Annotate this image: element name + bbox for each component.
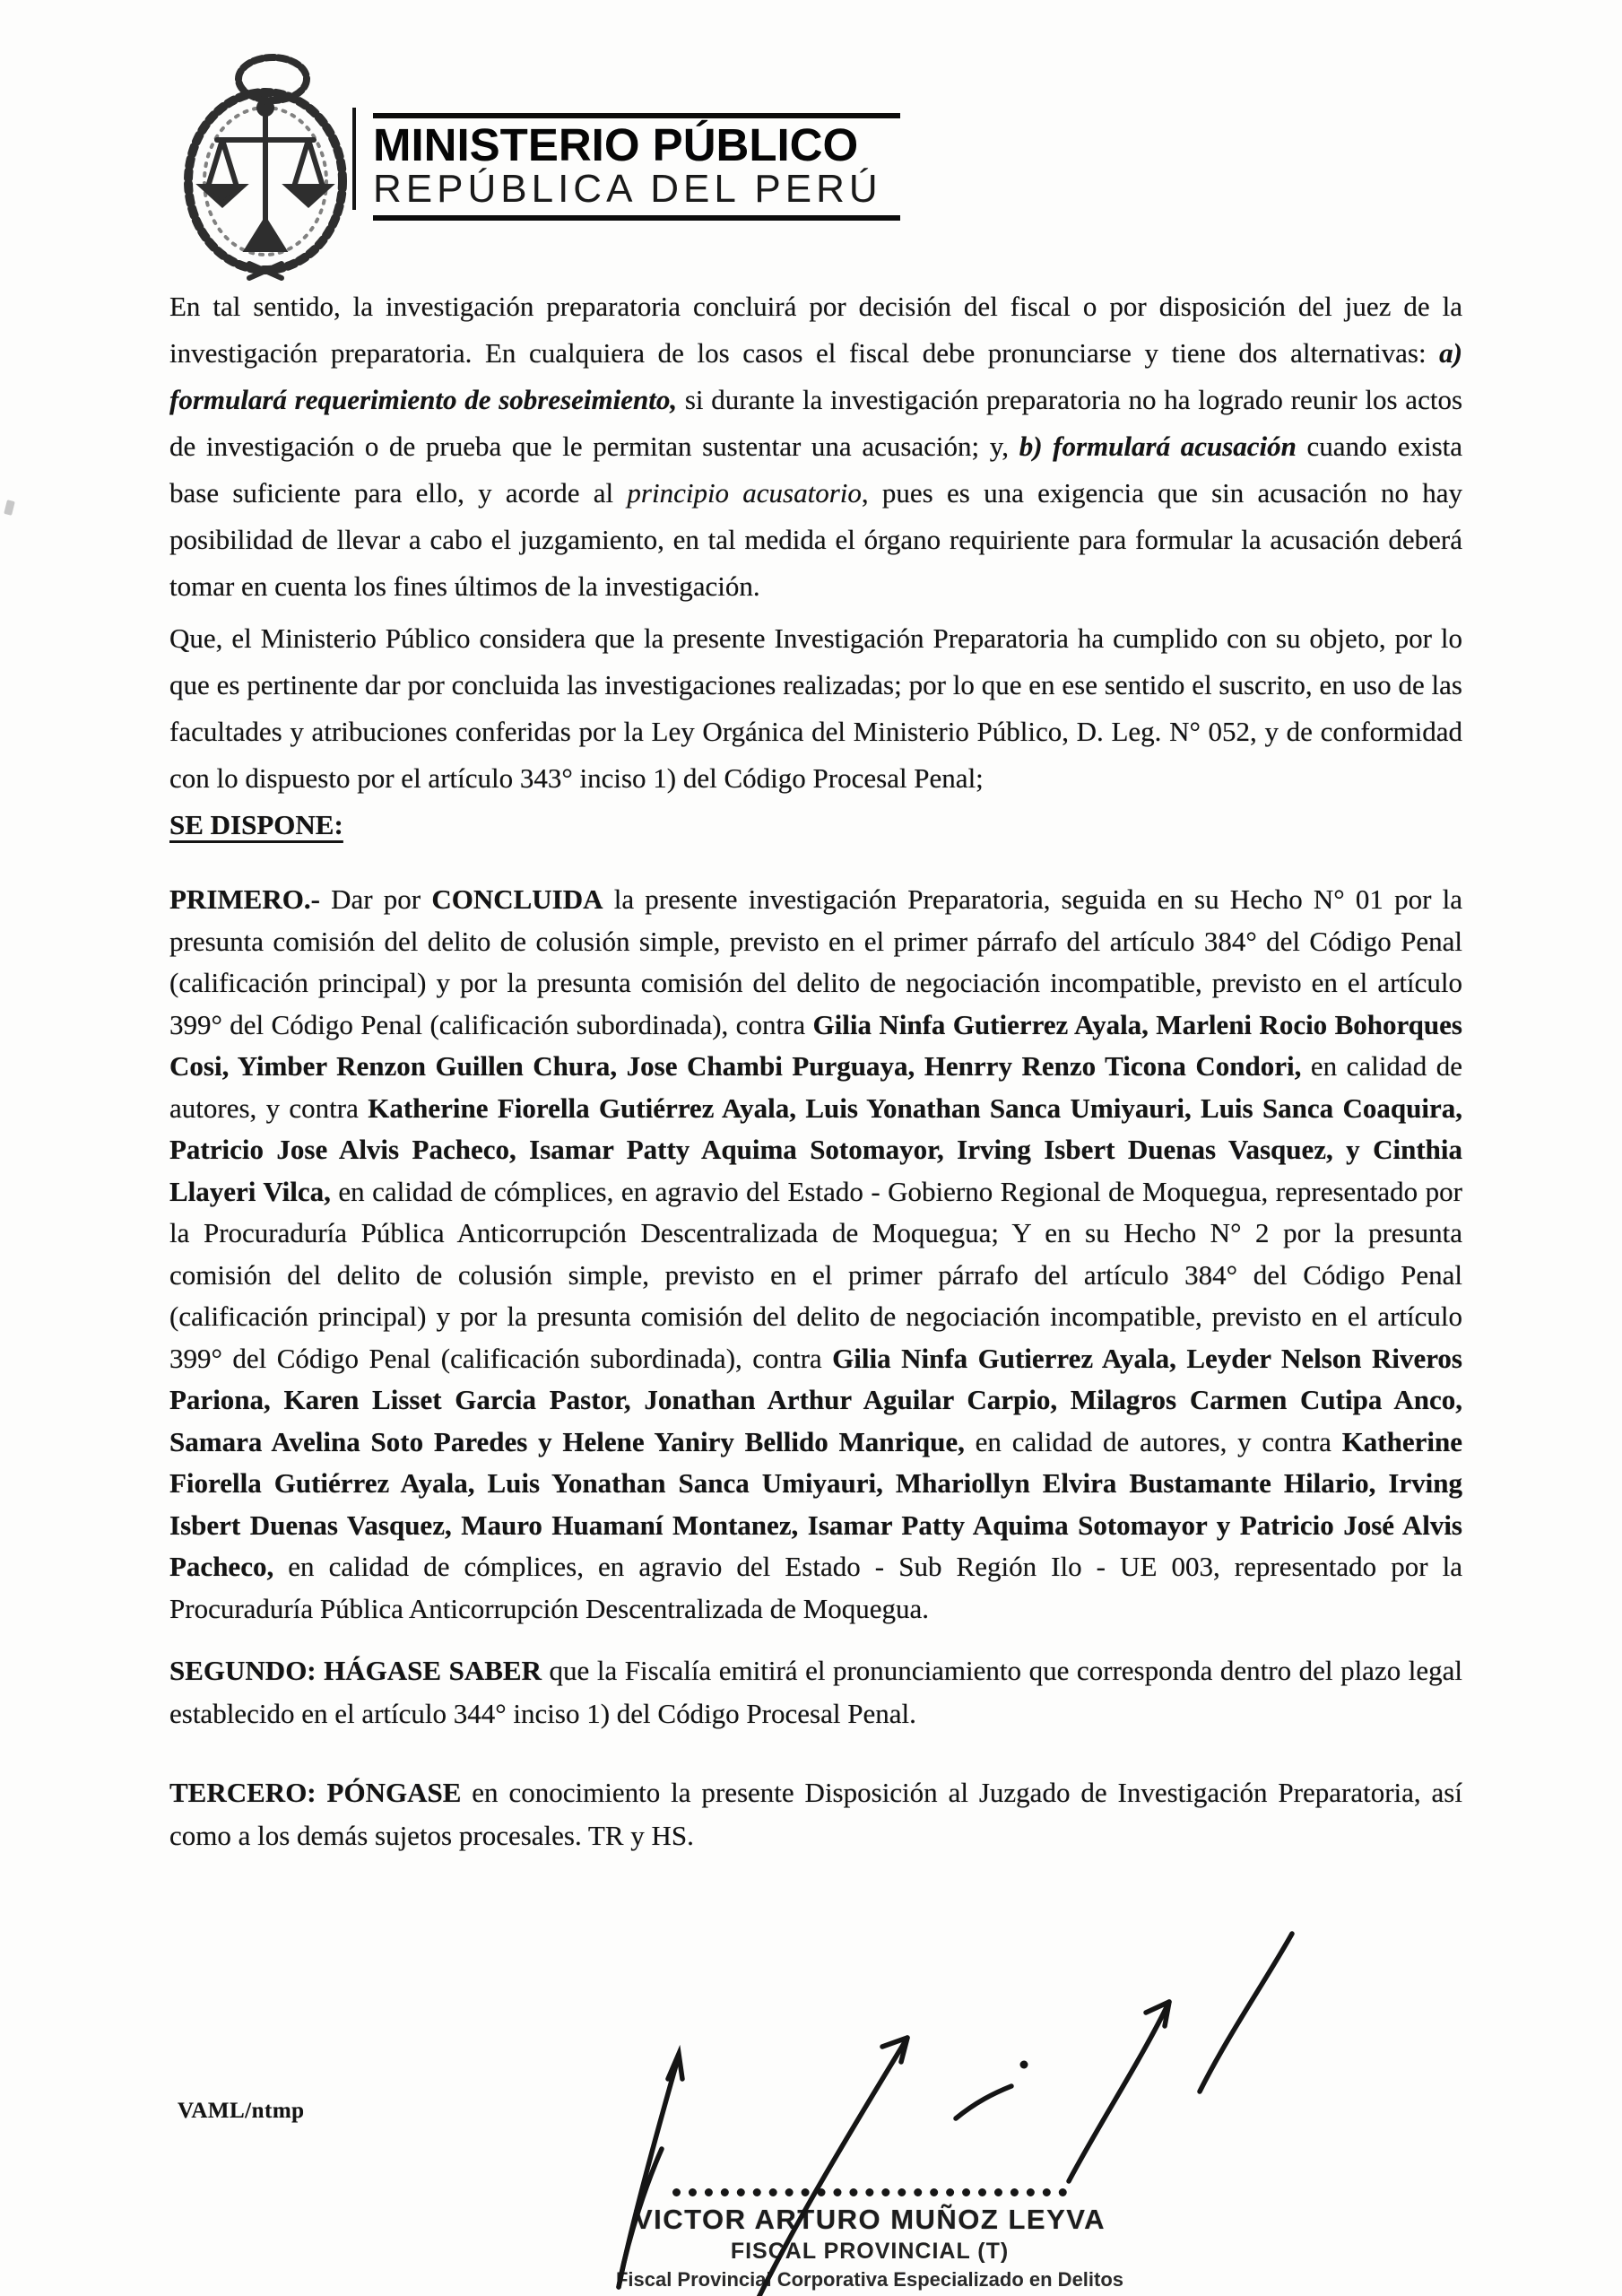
text-segment: Dar por: [331, 883, 432, 915]
paragraph-segundo: [169, 1649, 1462, 1735]
text-segment: Katherine Fiorella Gutiérrez Ayala, Luis Yonathan Sanca Umiyauri, Mhariollyn Elvira Bustamante Hilario, Irving Isbert Duenas Vasquez, Mauro Huamaní Montanez, Isamar Patty Aquima Sotomayor y Patricio José Alvis Pacheco,: [169, 1425, 1462, 1582]
text-segment: Katherine Fiorella Gutiérrez Ayala, Luis Yonathan Sanca Umiyauri, Luis Sanca Coaquira, Patricio Jose Alvis Pacheco, Isamar Patty Aquima Sotomayor, Irving Isbert Duenas Vasquez, y Cinthia Llayeri Vilca,: [169, 1091, 1462, 1207]
text-segment: en calidad de autores, y contra: [964, 1425, 1342, 1457]
scan-artifact-speck: [4, 500, 15, 516]
document-body: [169, 283, 1462, 1857]
text-segment: PRIMERO.-: [169, 883, 332, 915]
signature-block: [556, 2188, 1184, 2292]
text-segment: CONCLUIDA: [431, 883, 603, 915]
text-segment: , pues es una exigencia que sin acusación no hay posibilidad de llevar a cabo el juzgamiento, en tal medida el órgano requiriente para formular la acusación deberá tomar en cuenta los fines últimos de la investigación.: [169, 477, 1462, 602]
text-segment: b) formulará acusación: [1019, 430, 1297, 462]
text-segment: en calidad de cómplices, en agravio del Estado - Gobierno Regional de Moquegua, representado por la Procuraduría Pública Anticorrupción Descentralizada de Moquegua; Y en su Hecho N° 2 por la presunta comisión del delito de colusión simple, previsto en el primer párrafo del artículo 384° del Código Penal (calificación principal) y por la presunta comisión del delito de negociación incompatible, previsto en el artículo 399° del Código Penal (calificación subordinada), contra: [169, 1175, 1462, 1374]
signer-name: VICTOR ARTURO MUÑOZ LEYVA: [633, 2204, 1106, 2235]
text-segment: cuando exista base suficiente para ello, y acorde al: [169, 430, 1463, 509]
text-segment: Gilia Ninfa Gutierrez Ayala, Marleni Rocio Bohorques Cosi, Yimber Renzon Guillen Chura, Jose Chambi Purguaya, Henrry Renzo Ticona Condori,: [169, 1008, 1462, 1082]
heading-se-dispone-text: SE DISPONE:: [169, 809, 343, 840]
org-name: MINISTERIO PÚBLICO: [373, 119, 859, 170]
signature-dotted-line: [672, 2188, 1067, 2196]
text-segment: en calidad de autores, y contra: [169, 1050, 1462, 1124]
text-segment: la presente investigación Preparatoria, seguida en su Hecho N° 01 por la presunta comisión del delito de colusión simple, previsto en el primer párrafo del artículo 384° del Código Penal (calificación principal) y por la presunta comisión del delito de negociación incompatible, previsto en el artículo 399° del Código Penal (calificación subordinada), contra: [169, 883, 1462, 1040]
text-segment: SEGUNDO: HÁGASE SABER: [169, 1655, 550, 1686]
signer-role: FISCAL PROVINCIAL (T): [730, 2239, 1010, 2264]
paragraph-tercero: [169, 1771, 1462, 1857]
typist-initials: VAML/ntmp: [178, 2099, 305, 2123]
text-segment: Gilia Ninfa Gutierrez Ayala, Leyder Nelson Riveros Pariona, Karen Lisset Garcia Pastor, Jonathan Arthur Aguilar Carpio, Milagros Carmen Cutipa Anco, Samara Avelina Soto Paredes y Helene Yaniry Bellido Manrique,: [169, 1342, 1462, 1457]
paragraph-primero: [169, 879, 1462, 1630]
heading-se-dispone: [169, 802, 1462, 848]
text-segment: TERCERO: PÓNGASE: [169, 1777, 473, 1808]
text-segment: que la Fiscalía emitirá el pronunciamiento que corresponda dentro del plazo legal establecido en el artículo 344° inciso 1) del Código Procesal Penal.: [169, 1655, 1462, 1729]
text-segment: En tal sentido, la investigación preparatoria concluirá por decisión del fiscal o por disposición del juez de la investigación preparatoria. En cualquiera de los casos el fiscal debe pronunciarse y tiene dos alternativas:: [169, 291, 1462, 369]
paragraph-considerando: [169, 615, 1462, 802]
paragraph-intro: [169, 283, 1462, 610]
org-subtitle: REPÚBLICA DEL PERÚ: [373, 167, 882, 211]
coat-of-arms-seal-icon: [113, 45, 418, 285]
text-segment: Que, el Ministerio Público considera que la presente Investigación Preparatoria ha cumplido con su objeto, por lo que es pertinente dar por concluida las investigaciones realizadas; por lo que en ese sentido el suscrito, en uso de las facultades y atribuciones conferidas por la Ley Orgánica del Ministerio Público, D. Leg. N° 052, y de conformidad con lo dispuesto por el artículo 343° inciso 1) del Código Procesal Penal;: [169, 622, 1462, 794]
header-vertical-divider: [352, 108, 356, 210]
header-text-block: [373, 113, 900, 221]
header-rule-bottom: [373, 215, 900, 221]
text-segment: en conocimiento la presente Disposición al Juzgado de Investigación Preparatoria, así como a los demás sujetos procesales. TR y HS.: [169, 1777, 1462, 1851]
signer-role-detail: Fiscal Provincial Corporativa Especializado en Delitos: [615, 2268, 1124, 2291]
text-segment: principio acusatorio: [627, 477, 862, 509]
text-segment: a) formulará requerimiento de sobreseimiento,: [169, 337, 1462, 415]
header-rule-top: [373, 113, 900, 118]
text-segment: si durante la investigación preparatoria no ha logrado reunir los actos de investigación o de prueba que le permitan sustentar una acusación; y,: [169, 384, 1463, 462]
text-segment: en calidad de cómplices, en agravio del Estado - Sub Región Ilo - UE 003, representado por la Procuraduría Pública Anticorrupción Descentralizada de Moquegua.: [169, 1551, 1462, 1624]
